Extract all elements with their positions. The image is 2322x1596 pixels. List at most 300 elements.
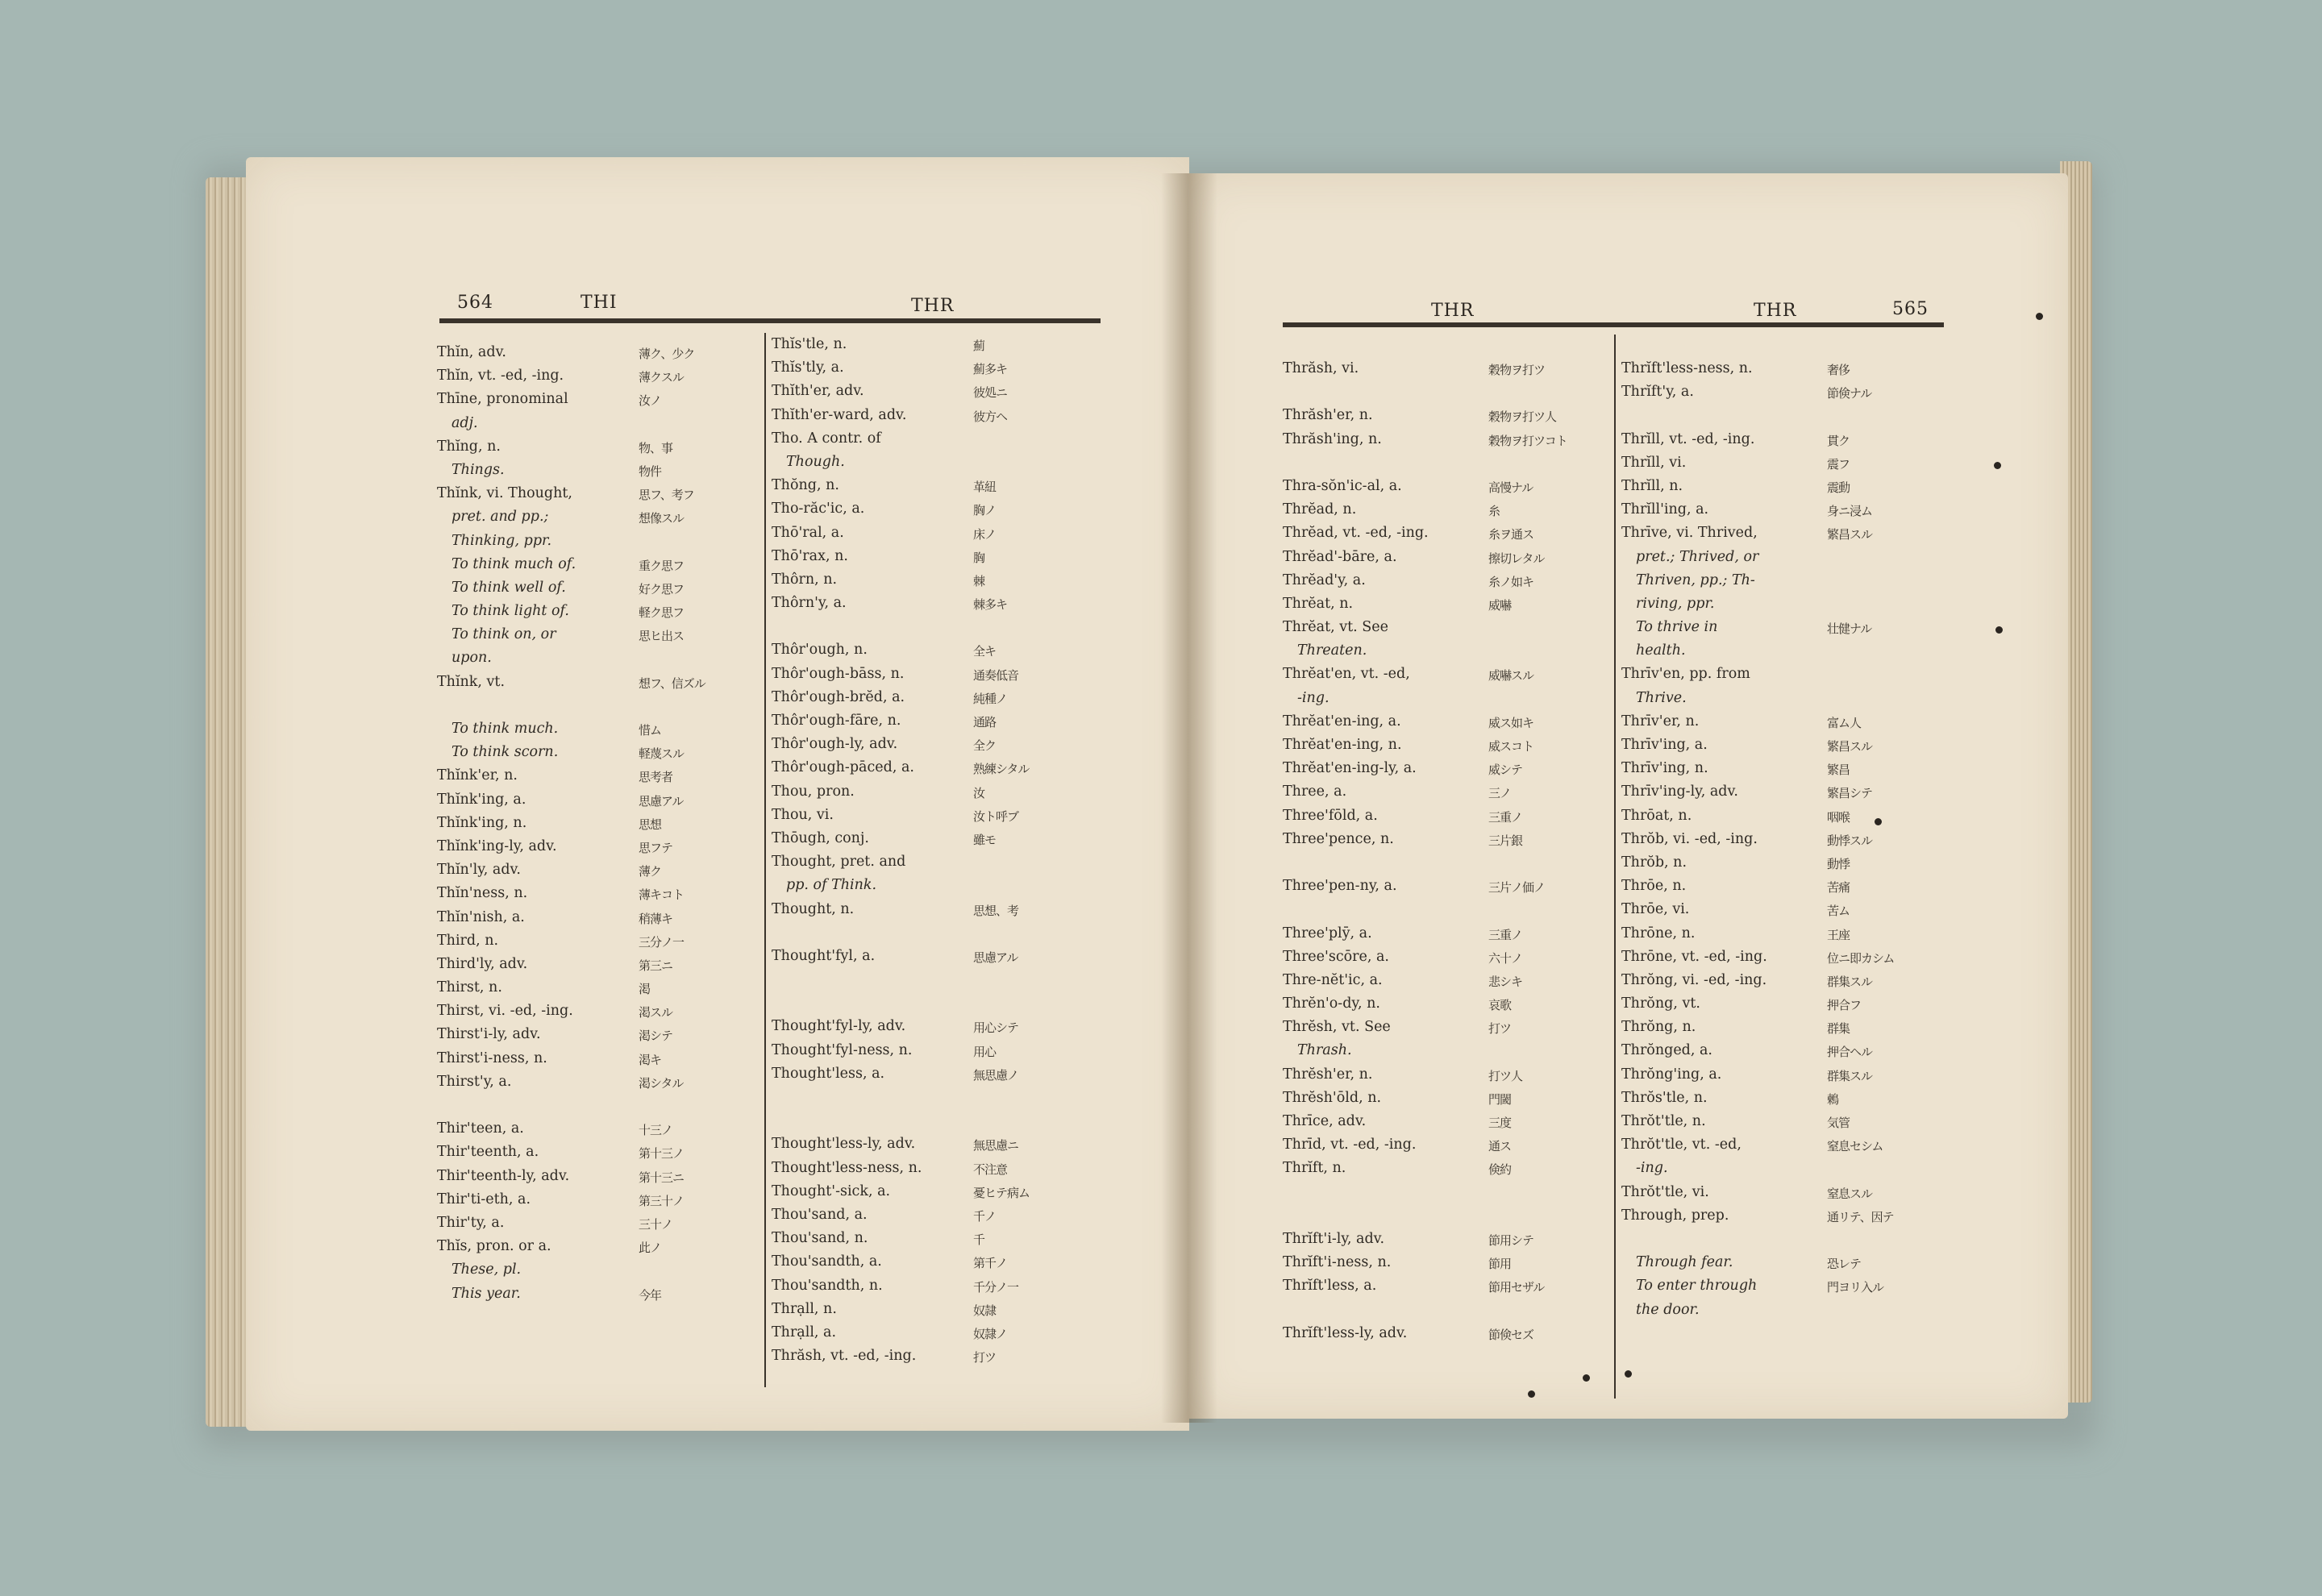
entry-headword: Thrīv'er, n. [1621, 713, 1700, 729]
dictionary-entry [772, 804, 1094, 827]
dictionary-entry [1283, 969, 1605, 992]
entry-gloss: 渇シタル [639, 1075, 684, 1091]
entry-headword: To think well of. [452, 579, 566, 596]
right-header-rule [1283, 322, 1944, 327]
entry-headword: Thrạll, a. [772, 1324, 837, 1340]
entry-gloss: 汝ノ [639, 393, 662, 409]
entry-gloss: 革紐 [973, 480, 997, 495]
entry-headword: Thrĕsh, vt. See [1283, 1019, 1391, 1036]
entry-headword: Thôr'ough-fāre, n. [772, 713, 901, 729]
dictionary-entry [1283, 569, 1605, 592]
dictionary-entry [1621, 1016, 1944, 1039]
right-column-divider [1614, 335, 1616, 1399]
entry-headword: Thō'ral, a. [772, 524, 844, 541]
dictionary-entry [437, 459, 759, 482]
entry-gloss: 思慮アル [639, 793, 684, 808]
entry-gloss: 思想、考 [973, 903, 1019, 918]
entry-headword: Thrōne, n. [1621, 925, 1696, 941]
dictionary-entry [437, 1094, 759, 1117]
dictionary-entry [772, 1062, 1094, 1086]
entry-gloss: 千 [973, 1232, 985, 1248]
entry-headword: Thrīve, vi. Thrived, [1621, 525, 1758, 542]
entry-gloss: 威スコト [1488, 739, 1534, 754]
entry-gloss: 群集 [1827, 1021, 1850, 1037]
entry-headword: Tho-răc'ic, a. [772, 501, 865, 517]
entry-gloss: 震フ [1827, 456, 1850, 472]
entry-headword: Thôr'ough, n. [772, 642, 868, 659]
dictionary-entry [1283, 687, 1605, 710]
dictionary-entry [772, 404, 1094, 427]
entry-headword: -ing. [1636, 1160, 1668, 1177]
dictionary-entry [772, 1250, 1094, 1274]
entry-gloss: 惜ム [639, 723, 662, 738]
entry-headword: Thĭnk'ing, a. [437, 791, 526, 808]
dictionary-entry [437, 717, 759, 741]
dictionary-entry [772, 592, 1094, 615]
right-column-2 [1621, 357, 1944, 1322]
entry-headword: Thir'ti-eth, a. [437, 1191, 531, 1207]
entry-headword: Thir'teenth-ly, adv. [437, 1167, 570, 1184]
entry-headword: Thrŏnged, a. [1621, 1042, 1712, 1059]
entry-gloss: 穀物ヲ打ツコト [1488, 433, 1567, 448]
dictionary-entry [437, 812, 759, 835]
entry-gloss: 千分ノ一 [973, 1279, 1019, 1295]
entry-headword: Thrĭll, vi. [1621, 454, 1687, 471]
dictionary-entry [1283, 498, 1605, 522]
entry-gloss: 此ノ [639, 1241, 662, 1256]
dictionary-entry [437, 858, 759, 882]
entry-headword: Through, prep. [1621, 1207, 1729, 1224]
entry-headword: Thrăsh'ing, n. [1283, 430, 1382, 447]
dictionary-entry [1283, 1133, 1605, 1157]
dictionary-entry [772, 921, 1094, 945]
entry-headword: Thrĭll, n. [1621, 477, 1683, 494]
dictionary-entry [1621, 546, 1944, 569]
right-header-right: THR [1754, 301, 1797, 321]
entry-gloss: 今年 [639, 1287, 662, 1303]
dictionary-entry [1621, 1063, 1944, 1087]
entry-headword: Three, a. [1283, 783, 1347, 800]
entry-gloss: 無思慮ノ [973, 1067, 1019, 1083]
entry-headword: Thrŏng, vi. -ed, -ing. [1621, 971, 1767, 988]
entry-gloss: 思考者 [639, 770, 673, 785]
dictionary-entry [437, 364, 759, 388]
dictionary-entry [772, 522, 1094, 545]
dictionary-entry [437, 600, 759, 623]
dictionary-entry [437, 835, 759, 858]
entry-gloss: 第千ノ [973, 1256, 1008, 1271]
dictionary-entry [1621, 1251, 1944, 1274]
entry-gloss: 胸 [973, 550, 985, 565]
entry-gloss: 渇シテ [639, 1029, 673, 1044]
entry-gloss: 倹約 [1488, 1162, 1512, 1178]
dictionary-entry [772, 991, 1094, 1015]
dictionary-entry [1621, 734, 1944, 757]
dictionary-entry [1283, 922, 1605, 946]
entry-gloss: 穀物ヲ打ツ [1488, 363, 1546, 377]
dictionary-entry [437, 412, 759, 435]
dictionary-entry [437, 764, 759, 788]
entry-gloss: 穀物ヲ打ツ人 [1488, 409, 1557, 425]
entry-headword: Thrŏt'tle, n. [1621, 1113, 1706, 1129]
dictionary-entry [1283, 1016, 1605, 1039]
entry-gloss: 三片ノ価ノ [1488, 880, 1546, 896]
entry-headword: Thrĕsh'ōld, n. [1283, 1089, 1382, 1106]
entry-gloss: 貫ク [1827, 433, 1850, 448]
entry-headword: Thought'fyl-ness, n. [772, 1041, 913, 1058]
dictionary-entry [1621, 639, 1944, 663]
entry-gloss: 糸 [1488, 504, 1500, 519]
entry-headword: Thĭnk'ing-ly, adv. [437, 837, 557, 854]
entry-gloss: 全キ [973, 644, 997, 659]
entry-headword: Thrĭft'less-ness, n. [1621, 360, 1753, 376]
entry-headword: Three'plȳ, a. [1283, 925, 1372, 941]
dictionary-entry [1283, 1299, 1605, 1322]
dictionary-entry [437, 1141, 759, 1164]
dictionary-entry [772, 968, 1094, 991]
entry-gloss: 汝 [973, 785, 985, 800]
dictionary-entry [1283, 1063, 1605, 1087]
dictionary-entry [437, 906, 759, 929]
entry-gloss: 彼方ヘ [973, 409, 1008, 424]
entry-headword: Thought'-sick, a. [772, 1182, 891, 1199]
entry-gloss: 門ヨリ入ル [1827, 1280, 1884, 1295]
dictionary-entry [1283, 592, 1605, 616]
entry-gloss: 悲シキ [1488, 974, 1523, 989]
entry-gloss: 軽蔑スル [639, 746, 685, 762]
dictionary-entry [1621, 428, 1944, 451]
entry-gloss: 三十ノ [639, 1216, 673, 1232]
entry-headword: Thrạll, n. [772, 1300, 837, 1317]
dictionary-entry [772, 945, 1094, 968]
dictionary-entry [772, 898, 1094, 921]
entry-headword: health. [1636, 642, 1686, 659]
right-column-1 [1283, 357, 1605, 1345]
entry-headword: Thought'less-ness, n. [772, 1159, 922, 1176]
dictionary-entry [437, 1188, 759, 1212]
dictionary-entry [1621, 380, 1944, 404]
entry-gloss: 思フ、考フ [639, 488, 694, 503]
entry-headword: Three'pen-ny, a. [1283, 878, 1397, 895]
entry-gloss: 哀歌 [1488, 998, 1512, 1013]
entry-headword: Third, n. [437, 932, 499, 949]
dictionary-entry [437, 929, 759, 953]
dictionary-entry [1283, 357, 1605, 380]
dictionary-entry [1621, 780, 1944, 804]
entry-headword: To think light of. [452, 603, 569, 620]
dictionary-entry [772, 756, 1094, 779]
dictionary-entry [1621, 357, 1944, 380]
dictionary-entry [1283, 404, 1605, 427]
entry-gloss: 王座 [1827, 927, 1850, 942]
dictionary-entry [1621, 616, 1944, 639]
entry-headword: To think on, or [452, 626, 556, 643]
entry-headword: Thrĭft'i-ness, n. [1283, 1254, 1392, 1271]
entry-headword: Thou'sandth, n. [772, 1277, 883, 1294]
entry-headword: Thou'sandth, a. [772, 1253, 882, 1270]
entry-gloss: 不注意 [973, 1162, 1008, 1177]
dictionary-entry [1621, 922, 1944, 946]
dictionary-entry [1283, 639, 1605, 663]
entry-gloss: 節用 [1488, 1257, 1512, 1272]
dictionary-entry [1283, 851, 1605, 875]
dictionary-entry [772, 1109, 1094, 1133]
dictionary-entry [772, 1180, 1094, 1203]
entry-gloss: 薄キコト [639, 887, 685, 903]
dictionary-entry [1283, 616, 1605, 639]
entry-gloss: 威嚇スル [1488, 668, 1534, 684]
entry-headword: Thĭnk'er, n. [437, 767, 518, 784]
dictionary-entry [772, 733, 1094, 756]
right-page-number: 565 [1892, 299, 1929, 319]
entry-gloss: 第三十ノ [639, 1193, 685, 1208]
entry-gloss: 動悸 [1827, 856, 1850, 871]
entry-headword: To think scorn. [452, 744, 559, 761]
entry-headword: Thou'sand, n. [772, 1230, 868, 1247]
entry-gloss: 気管 [1827, 1116, 1850, 1130]
dictionary-entry [1621, 828, 1944, 851]
paper-speck [2036, 313, 2043, 320]
dictionary-entry [1621, 1087, 1944, 1110]
entry-gloss: 渇 [639, 982, 651, 997]
entry-headword: Third'ly, adv. [437, 955, 528, 972]
paper-speck [1625, 1370, 1632, 1378]
entry-headword: Thĭs'tle, n. [772, 336, 847, 352]
dictionary-entry [1621, 475, 1944, 498]
entry-gloss: 無思慮ニ [973, 1138, 1019, 1153]
dictionary-entry [437, 576, 759, 600]
entry-gloss: 繁昌 [1827, 763, 1850, 778]
dictionary-entry [437, 1023, 759, 1046]
entry-headword: Thrōe, vi. [1621, 901, 1690, 918]
dictionary-entry [1621, 804, 1944, 828]
entry-headword: Thôrn, n. [772, 571, 838, 588]
left-column-divider [764, 333, 766, 1387]
entry-headword: Thĭn'ness, n. [437, 885, 528, 902]
dictionary-entry [437, 1258, 759, 1282]
dictionary-entry [1621, 1274, 1944, 1298]
entry-headword: Three'pence, n. [1283, 830, 1394, 847]
entry-headword: Thôr'ough-brĕd, a. [772, 688, 905, 705]
entry-headword: Thĭnk, vt. [437, 673, 506, 690]
entry-gloss: 第十三ノ [639, 1146, 685, 1162]
entry-headword: Though. [786, 453, 845, 470]
entry-headword: Thĭnk'ing, n. [437, 814, 527, 831]
dictionary-entry [772, 1015, 1094, 1038]
entry-headword: Thrōat, n. [1621, 807, 1692, 824]
entry-gloss: 思想 [639, 817, 662, 832]
entry-gloss: 繁昌シテ [1827, 786, 1873, 801]
dictionary-entry [772, 663, 1094, 686]
dictionary-entry [437, 1047, 759, 1070]
entry-headword: Thir'teenth, a. [437, 1144, 539, 1161]
dictionary-entry [1621, 851, 1944, 875]
entry-gloss: 門閾 [1488, 1091, 1512, 1107]
entry-gloss: 富ム人 [1827, 715, 1862, 730]
entry-gloss: 重ク思フ [639, 558, 685, 573]
entry-gloss: 第十三ニ [639, 1170, 685, 1185]
dictionary-entry [1283, 1181, 1605, 1204]
entry-headword: Thrĭft'less-ly, adv. [1283, 1324, 1408, 1341]
entry-gloss: 震動 [1827, 480, 1850, 495]
dictionary-entry [1621, 592, 1944, 616]
entry-headword: Thôr'ough-ly, adv. [772, 736, 898, 753]
entry-headword: Thĭng, n. [437, 438, 501, 455]
entry-gloss: 軽ク思フ [639, 605, 685, 621]
entry-headword: To thrive in [1636, 619, 1718, 636]
entry-headword: Thĭn, adv. [437, 344, 506, 360]
entry-headword: Threaten. [1297, 642, 1367, 659]
entry-gloss: 節用セザル [1488, 1280, 1545, 1295]
dictionary-entry [437, 388, 759, 411]
entry-headword: Thrĕat'en, vt. -ed, [1283, 666, 1410, 683]
dictionary-entry [1621, 522, 1944, 545]
entry-headword: Thrŏng'ing, a. [1621, 1066, 1722, 1083]
entry-gloss: 薄ク、少ク [639, 347, 695, 361]
entry-gloss: 三ノ [1488, 786, 1512, 801]
dictionary-entry [772, 1157, 1094, 1180]
paper-speck [1583, 1374, 1590, 1382]
entry-gloss: 三片銀 [1488, 833, 1523, 848]
dictionary-entry [772, 1039, 1094, 1062]
entry-headword: Thrĕad'-bāre, a. [1283, 548, 1397, 565]
entry-gloss: 棘 [973, 573, 985, 588]
entry-headword: Thrīv'en, pp. from [1621, 666, 1750, 683]
entry-gloss: 思ヒ出ス [639, 629, 685, 644]
entry-headword: Thĭth'er, adv. [772, 383, 864, 400]
entry-gloss: 胸ノ [973, 503, 997, 518]
dictionary-entry [772, 568, 1094, 592]
dictionary-entry [437, 530, 759, 553]
dictionary-entry [1283, 898, 1605, 921]
entry-gloss: 打ツ人 [1488, 1068, 1523, 1083]
entry-headword: pret. and pp.; [452, 509, 549, 526]
entry-gloss: 物件 [639, 463, 662, 479]
entry-gloss: 床ノ [973, 526, 997, 542]
entry-headword: riving, ppr. [1636, 595, 1715, 612]
entry-gloss: 恐レテ [1827, 1257, 1862, 1272]
entry-headword: Thĭn'nish, a. [437, 908, 525, 925]
dictionary-entry [437, 882, 759, 905]
dictionary-entry [1621, 404, 1944, 427]
entry-headword: Things. [452, 461, 505, 478]
entry-headword: Thou'sand, a. [772, 1206, 868, 1223]
entry-headword: Thought'fyl, a. [772, 947, 876, 964]
dictionary-entry [1621, 757, 1944, 780]
paper-speck [1875, 818, 1882, 825]
dictionary-entry [1621, 1181, 1944, 1204]
entry-headword: Thrīd, vt. -ed, -ing. [1283, 1137, 1417, 1153]
entry-gloss: 身ニ浸ム [1827, 504, 1873, 519]
entry-gloss: 咽喉 [1827, 809, 1850, 825]
dictionary-entry [437, 788, 759, 812]
dictionary-entry [1283, 757, 1605, 780]
entry-headword: Tho. A contr. of [772, 430, 881, 447]
left-column-2 [772, 333, 1094, 1368]
right-header-left: THR [1431, 301, 1475, 321]
entry-headword: Thriven, pp.; Th- [1636, 571, 1755, 588]
entry-headword: Thou, pron. [772, 783, 855, 800]
dictionary-entry [1283, 1110, 1605, 1133]
entry-headword: Thrĕat'en-ing, a. [1283, 713, 1401, 729]
dictionary-entry [772, 497, 1094, 521]
dictionary-entry [1283, 780, 1605, 804]
dictionary-entry [437, 741, 759, 764]
dictionary-entry [1283, 1157, 1605, 1180]
entry-headword: Thrĕat'en-ing-ly, a. [1283, 760, 1417, 777]
entry-gloss: 三重ノ [1488, 927, 1523, 942]
dictionary-entry [437, 953, 759, 976]
dictionary-entry [772, 474, 1094, 497]
dictionary-entry [1283, 546, 1605, 569]
entry-gloss: 彼処ニ [973, 385, 1008, 401]
dictionary-entry [437, 435, 759, 459]
entry-gloss: 思慮アル [973, 950, 1018, 965]
entry-headword: Thrōe, n. [1621, 878, 1687, 895]
dictionary-entry [1621, 710, 1944, 734]
entry-gloss: 汝ト呼ブ [973, 808, 1019, 824]
entry-gloss: 押合ヘル [1827, 1045, 1873, 1060]
entry-gloss: 全ク [973, 738, 997, 754]
dictionary-entry [1283, 828, 1605, 851]
entry-headword: -ing. [1297, 689, 1330, 706]
entry-headword: pret.; Thrived, or [1636, 548, 1759, 565]
entry-headword: Thĭs'tly, a. [772, 360, 844, 376]
entry-headword: Thought'less-ly, adv. [772, 1136, 916, 1153]
entry-headword: Thirst, n. [437, 979, 502, 996]
dictionary-entry [772, 638, 1094, 662]
book-gutter [1161, 173, 1217, 1423]
entry-gloss: 鶫 [1827, 1091, 1839, 1107]
dictionary-entry [772, 1298, 1094, 1321]
dictionary-entry [1283, 1274, 1605, 1298]
entry-gloss: 窒息スル [1827, 1186, 1873, 1201]
entry-headword: Thra-sŏn'ic-al, a. [1283, 477, 1402, 494]
entry-gloss: 憂ヒテ病ム [973, 1185, 1030, 1200]
entry-gloss: 通ス [1488, 1139, 1512, 1154]
entry-gloss: 動悸スル [1827, 833, 1873, 848]
entry-gloss: 薄クスル [639, 370, 684, 385]
dictionary-entry [772, 333, 1094, 356]
entry-headword: Thrĕn'o-dy, n. [1283, 995, 1380, 1012]
entry-headword: pp. of Think. [786, 877, 877, 894]
entry-gloss: 三分ノ一 [639, 934, 685, 950]
paper-speck [1994, 462, 2001, 469]
dictionary-entry [1621, 946, 1944, 969]
entry-headword: Thrŏb, vi. -ed, -ing. [1621, 830, 1758, 847]
entry-headword: Thĭnk, vi. Thought, [437, 485, 572, 502]
dictionary-entry [772, 1227, 1094, 1250]
dictionary-entry [1283, 663, 1605, 686]
dictionary-entry [437, 1000, 759, 1023]
entry-headword: Thrĭft, n. [1283, 1160, 1346, 1177]
entry-gloss: 位ニ即カシム [1827, 950, 1895, 966]
dictionary-entry [437, 341, 759, 364]
entry-headword: Thrīce, adv. [1283, 1113, 1367, 1129]
dictionary-entry [437, 1117, 759, 1141]
entry-headword: Thō'rax, n. [772, 547, 848, 564]
entry-headword: Thôr'ough-bāss, n. [772, 665, 905, 682]
entry-headword: This year. [452, 1285, 521, 1302]
entry-headword: To think much of. [452, 555, 576, 572]
entry-gloss: 好ク思フ [639, 581, 685, 596]
dictionary-entry [1621, 969, 1944, 992]
entry-gloss: 打ツ [973, 1350, 997, 1365]
dictionary-entry [772, 827, 1094, 850]
entry-headword: Thrăsh, vt. -ed, -ing. [772, 1348, 917, 1365]
entry-gloss: 苦ム [1827, 904, 1850, 919]
entry-headword: Thought, pret. and [772, 854, 906, 871]
